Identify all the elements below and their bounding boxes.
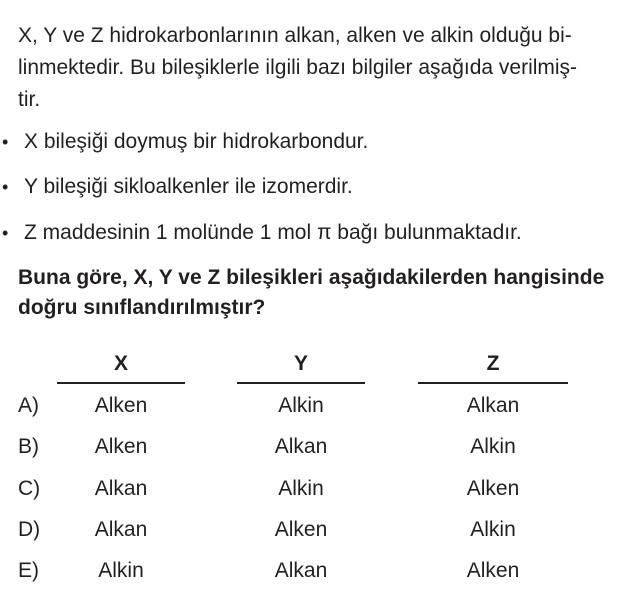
bullet-dot: • xyxy=(2,132,9,152)
option-e-label[interactable]: E) xyxy=(18,559,39,582)
bullet-text: Y bileşiği sikloalkenler ile izomerdir. xyxy=(24,175,353,198)
stem-line: X, Y ve Z hidrokarbonlarının alkan, alken ve alkin olduğu bi- xyxy=(18,24,572,47)
bullet-text: X bileşiği doymuş bir hidrokarbondur. xyxy=(24,130,369,153)
bullet-dot: • xyxy=(2,177,9,197)
column-header-z: Z xyxy=(486,352,500,375)
stem-line: linmektedir. Bu bileşiklerle ilgili bazı bilgiler aşağıda verilmiş- xyxy=(18,56,578,79)
header-underline xyxy=(57,382,185,384)
table-cell: Alkan xyxy=(94,518,148,541)
bullet-dot: • xyxy=(2,223,9,243)
option-b-label[interactable]: B) xyxy=(18,435,39,458)
table-cell: Alken xyxy=(274,518,328,541)
table-cell: Alken xyxy=(466,477,520,500)
bullet-text: Z maddesinin 1 molünde 1 mol π bağı bulunmaktadır. xyxy=(24,221,522,244)
table-cell: Alkin xyxy=(470,518,516,541)
header-underline xyxy=(237,382,365,384)
table-cell: Alkan xyxy=(466,394,520,417)
table-cell: Alkin xyxy=(278,394,324,417)
stem-line: tir. xyxy=(18,88,41,111)
column-header-y: Y xyxy=(293,352,308,375)
table-cell: Alkan xyxy=(274,559,328,582)
question-prompt xyxy=(18,263,628,323)
header-underline xyxy=(418,382,568,384)
table-cell: Alkin xyxy=(470,435,516,458)
table-cell: Alkan xyxy=(274,435,328,458)
option-c-label[interactable]: C) xyxy=(18,477,41,500)
option-d-label[interactable]: D) xyxy=(18,518,41,541)
prompt-line: Buna göre, X, Y ve Z bileşikleri aşağıdakilerden hangisinde xyxy=(18,266,605,289)
question-stem xyxy=(18,20,624,116)
column-header-x: X xyxy=(113,352,128,375)
table-cell: Alkin xyxy=(98,559,144,582)
table-cell: Alken xyxy=(94,435,148,458)
table-cell: Alken xyxy=(466,559,520,582)
table-cell: Alkin xyxy=(278,477,324,500)
table-cell: Alken xyxy=(94,394,148,417)
table-cell: Alkan xyxy=(94,477,148,500)
option-a-label[interactable]: A) xyxy=(18,394,39,417)
prompt-line: doğru sınıflandırılmıştır? xyxy=(18,296,266,319)
